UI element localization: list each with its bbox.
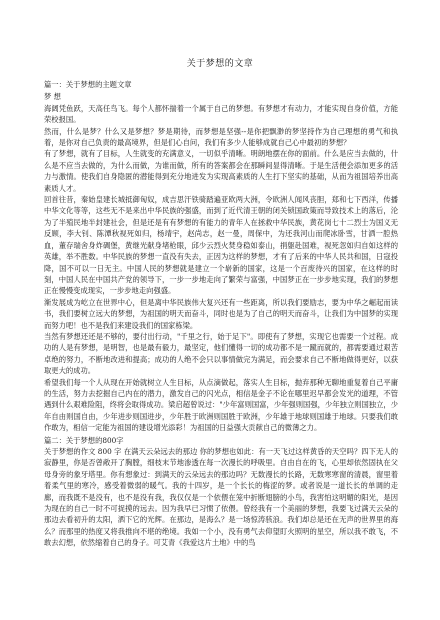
- section-heading: 篇一：关于梦想的主题文章: [44, 80, 132, 89]
- body-paragraph: 有了梦想，就有了目标，人生就变的充满意义，一切似乎清晰。明朗地摆在你的面前。什么是应当去做的，什么是不应当去做的，为什么而做，为谁而做，所有的答案都会在那瞬间显得清晰。于是生活便会添加更多的活力与激情。使我们自身隐匿的潜能得到充分地进发为实现高素质的人生打下坚实的基础，从而为祖国培养出高素质人才。: [44, 149, 398, 193]
- body-paragraph: 回首往昔，秦始皇建长城抵御匈奴，成吉思汗铁骑踏遍亚欧两大洲，令欧洲人闻风丧胆，郑和七下西洋，传播中华文化等等，这些无不是来出中华民族的强盛，而到了近代清王朝的闭关锁国政策而导致技术上的落后，沦为了半殖民地半封建社会，但是还是有有梦想的有能力的青年人在拯救中华民族，黄花岗七十二烈士为国义无反顾，李大钊、陈潭秋视死如归，杨靖宇，赵尚志，赵一曼，周保中，为还我河山而爬冰卧雪，甘洒一腔热血，董存瑞舍身炸碉堡，黄继光献身堵枪眼，邱少云烈火焚身稳如泰山，捐躯赴国难，视死忽如归自如这样的英雄，举不胜数。中华民族的梦想一直没有失去，正因为这样的梦想，才有了后来的中华人民共和国，日寇投降，国不可以一日无主。中国人民的梦想就是建立一个崭新的国家，这是一个百废待兴的国家，在这样的时刻，中国人民在中国共产党的领导下，一步一步地走向了繁荣与富强，中国梦正在一步步地实现，我们的梦想正在慢慢变成现实，一步步地走向强盛。: [44, 195, 398, 296]
- body-paragraph: 关于梦想的作文 800 字 在满天云朵远去的那边 你的梦想也如此：有一天飞过这样黄昏的天空吗？四下无人的寂静里，你是否曾敞开了胸膛，细枝末节地渗透在每一次漫长的呼吸里。自由自在的飞，心里却依然固执在父母身旁的象牙塔里。你有想象过：到满天的云朵远去的那边吗？无数漫长的长路，无数寒寒窗的清晨，窗里着着柔气里的寒冷，感受着微弱的暖气。我的十四岁，是一个长长的梅涩的梦。或者说是一道长长的单调的走廊，而我既不是没有，也不是没有我，我仅仅是一个依偎在笼中折断翅膀的小鸟，我害怕这明媚的阳光，是因为现在的自己一时不可捉摸的远去。因为我早已习惯了依偎。曾经我有一个美丽的梦想，我要飞过满天云朵的那边去看初升的太阳，洒下它的光辉。在那边，是海么？是一场惊涛骇浪。我们却总是还在无声的世界里的海么？而那里的热度又将我推向不堪的绝境。我如一个小，没有勇气去仰望盯火照明的星空，所以我不敢飞，不敢去幻想，依然缩着自己的身子。可艾青《我爱这片土地》中的鸟: [44, 447, 398, 548]
- watermark: ​: [32, 132, 48, 158]
- essay-title: 梦 想: [44, 92, 61, 102]
- section-heading: 篇二：关于梦想的800字: [44, 435, 124, 445]
- body-paragraph: 渐发展成为屹立在世界中心，但是离中华民族伟大复兴还有一些距离，所以我们要励志，要为中华之崛起而读书，我们要树立远大的梦想，为祖国的明天而奋斗，同时也是为了自己的明天而奋斗，让我们为中国梦的实现而努力吧！也不是我们来建设我们的国家栋梁。: [44, 297, 398, 330]
- body-paragraph: 海阔凭鱼跃，天高任鸟飞。每个人都怀揣着一个属于自己的梦想。有梦想才有动力，才能实现自身价值，方能荣校报国。: [44, 103, 398, 125]
- body-paragraph: 当然有梦想还还是不够的，要付出行动，"千里之行，始于足下"。即使有了梦想，实现它也需要一个过程。成功的人是有梦想，是明智，也是最有毅力，最坚定，他们懂得一切的成功都不是一蹴而就的，都需要通过艰苦卓绝的努力，不断地改进和提高；成功的人绝不会只以事情做完为满足，而会要求自己不断地做得更好，以获取更大的成功。: [44, 331, 398, 376]
- document-title: 关于梦想的文章: [186, 59, 254, 69]
- body-paragraph: 希望我们每一个人从现在开始就树立人生目标，从点滴做起，落实人生目标，抛弃那种无聊地重复着自己平庸的生活，努力去挖掘自己内在的潜力，激发自己的闪光点，相信是金子不论在哪里迟早都会发光的道理，不管遇到什么艰难险阻，终将会取得成功。梁启超曾说过："少年富则国富，少年强则国强，少年独立则国独立，少年自由则国自由，少年进步则国进步，少年胜于欧洲则国胜于欧洲，少年雄于地球则国雄于地球。只要我们敢作敢为，相信一定能为祖国的建设增光添彩！为祖国的日益强大贡献自己的微薄之力。: [44, 377, 398, 433]
- document-body: [44, 78, 398, 549]
- body-paragraph: 然而，什么是梦？什么又是梦想？梦是期待，而梦想是坚强--是你把飘渺的梦坚持作为自己理想的勇气和执着，是你对自己负责的最高境界，但是们心自问，我们有多少人能够成就自己心中最初的梦想？: [44, 126, 398, 148]
